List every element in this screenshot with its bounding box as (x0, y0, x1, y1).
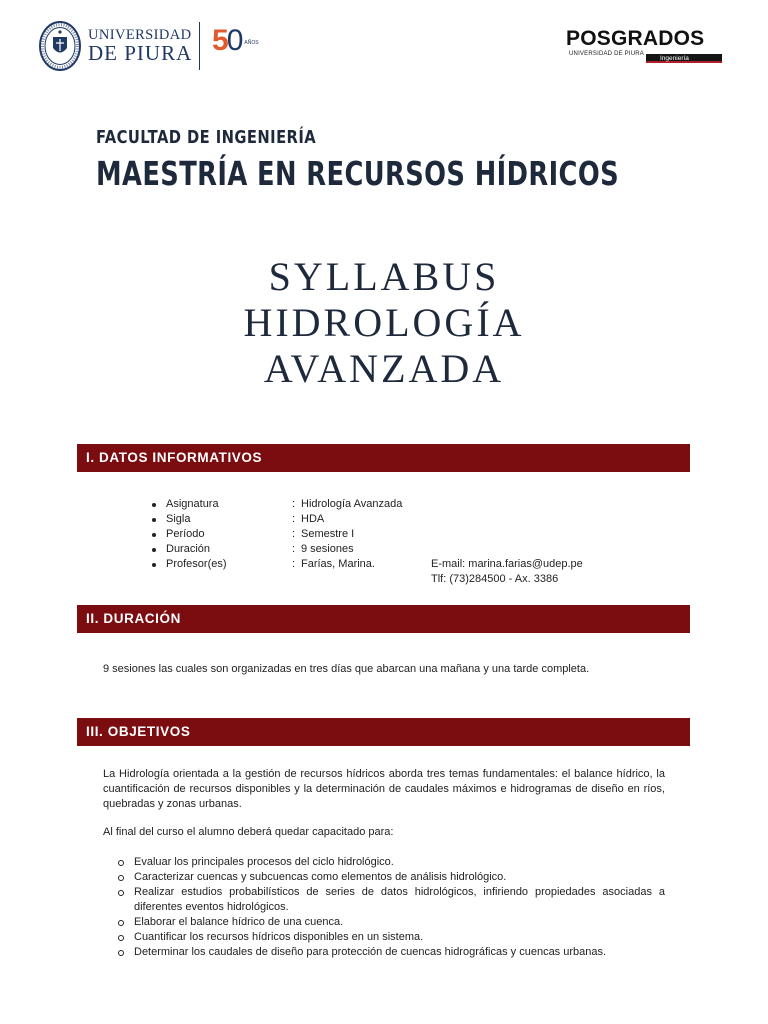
objetivos-lead: Al final del curso el alumno deberá quedar capacitado para: (103, 826, 394, 838)
datos-label: Profesor(es) (166, 558, 227, 570)
anniversary-logo (212, 26, 259, 56)
bullet-icon (152, 563, 156, 567)
datos-value: Semestre I (301, 528, 355, 540)
section-heading-datos: I. DATOS INFORMATIVOS (77, 444, 690, 472)
professor-phone: Tlf: (73)284500 - Ax. 3386 (431, 573, 559, 585)
datos-colon: : (292, 543, 296, 555)
datos-label: Período (166, 528, 205, 540)
datos-value: Hidrología Avanzada (301, 498, 403, 510)
syllabus-line-2: HIDROLOGÍA (243, 300, 525, 345)
posgrados-logo (566, 28, 726, 63)
datos-colon: : (292, 528, 296, 540)
anniversary-digit-five: 5 (212, 24, 229, 57)
objective-text: Caracterizar cuencas y subcuencas como elementos de análisis hidrológico. (134, 871, 507, 883)
faculty-title: FACULTAD DE INGENIERÍA (96, 127, 317, 148)
posgrados-tag: Ingeniería (660, 55, 689, 62)
circle-bullet-icon (118, 875, 124, 881)
datos-colon: : (292, 513, 296, 525)
list-item (118, 855, 665, 870)
datos-label: Sigla (166, 513, 191, 525)
program-title: MAESTRÍA EN RECURSOS HÍDRICOS (96, 154, 620, 193)
logo-divider (199, 22, 200, 70)
datos-label: Asignatura (166, 498, 219, 510)
datos-colon: : (292, 558, 296, 570)
anniversary-digit-zero: 0 (226, 24, 244, 57)
anniversary-label: AÑOS (244, 40, 259, 46)
circle-bullet-icon (118, 860, 124, 866)
circle-bullet-icon (118, 935, 124, 941)
bullet-icon (152, 533, 156, 537)
syllabus-title (0, 254, 768, 392)
posgrados-title: POSGRADOS (566, 27, 705, 50)
posgrados-subtitle: UNIVERSIDAD DE PIURA (569, 51, 645, 57)
professor-contact (431, 557, 583, 587)
udep-logo (38, 20, 192, 72)
datos-colon: : (292, 498, 296, 510)
bullet-icon (152, 503, 156, 507)
datos-value: HDA (301, 513, 325, 525)
list-item (118, 945, 665, 960)
objective-text: Evaluar los principales procesos del ciclo hidrológico. (134, 856, 394, 868)
circle-bullet-icon (118, 920, 124, 926)
syllabus-line-3: AVANZADA (263, 346, 505, 391)
list-item (118, 930, 665, 945)
university-name-line1: UNIVERSIDAD (88, 26, 192, 43)
list-item (118, 885, 665, 915)
objective-text: Elaborar el balance hídrico de una cuenca. (134, 916, 344, 928)
professor-email: E-mail: marina.farias@udep.pe (431, 558, 583, 570)
section-heading-duracion: II. DURACIÓN (77, 605, 690, 633)
university-seal-icon (38, 20, 82, 72)
objective-text: Determinar los caudales de diseño para protección de cuencas hidrográficas y cuencas urbanas. (134, 946, 607, 958)
datos-value: 9 sesiones (301, 543, 354, 555)
list-item (118, 915, 665, 930)
objective-text: Cuantificar los recursos hídricos disponibles en un sistema. (134, 931, 424, 943)
datos-value: Farías, Marina. (301, 558, 375, 570)
datos-label: Duración (166, 543, 211, 555)
objetivos-list (118, 855, 665, 960)
university-name-line2: DE PIURA (88, 41, 193, 66)
section-heading-objetivos: III. OBJETIVOS (77, 718, 690, 746)
objective-text: Realizar estudios probabilísticos de series de datos hidrológicos, infiriendo propiedades asociadas a diferentes eventos hidrológicos. (134, 886, 665, 913)
bullet-icon (152, 548, 156, 552)
circle-bullet-icon (118, 950, 124, 956)
objetivos-intro: La Hidrología orientada a la gestión de recursos hídricos aborda tres temas fundamentales: el balance hídrico, la cuantificación de recursos disponibles y la determinación de caudales máximos e hidrogramas de diseño en ríos, quebradas y zonas urbanas. (103, 768, 665, 810)
syllabus-line-1: SYLLABUS (268, 254, 500, 299)
list-item (118, 870, 665, 885)
duracion-text: 9 sesiones las cuales son organizadas en tres días que abarcan una mañana y una tarde completa. (103, 663, 590, 675)
circle-bullet-icon (118, 890, 124, 896)
bullet-icon (152, 518, 156, 522)
